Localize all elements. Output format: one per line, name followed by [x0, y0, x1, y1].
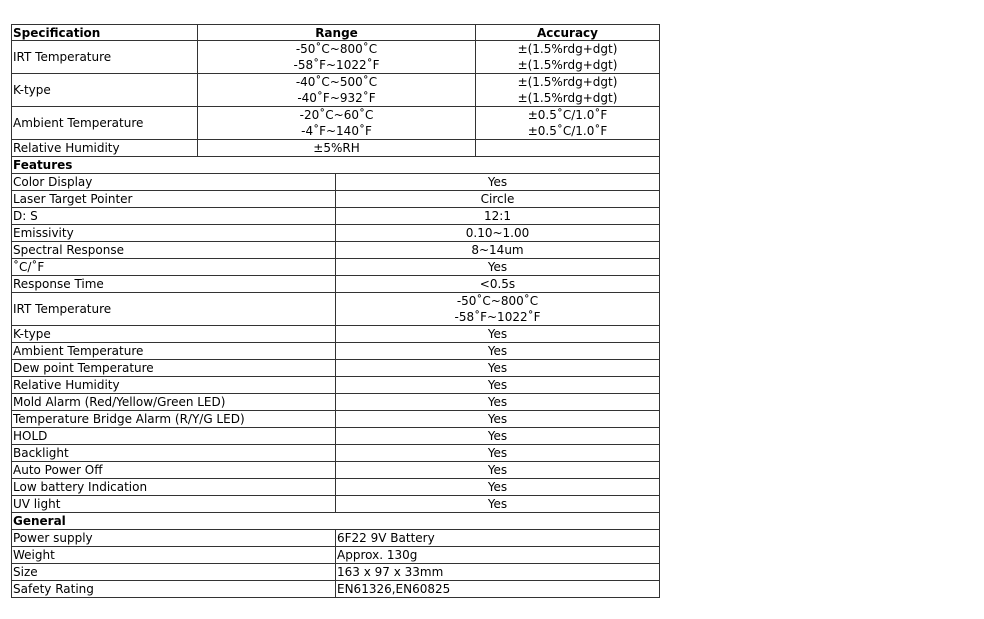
range-line: -20˚C~60˚C	[299, 108, 374, 122]
feature-value	[335, 496, 659, 512]
feature-name: Backlight	[13, 446, 69, 460]
feature-name: Dew point Temperature	[13, 361, 154, 375]
accuracy-column-header: Accuracy	[475, 25, 659, 40]
spec-range	[197, 74, 475, 106]
feature-row	[11, 377, 660, 394]
general-value: Approx. 130g	[335, 547, 659, 563]
feature-value	[335, 360, 659, 376]
feature-name: Spectral Response	[13, 243, 124, 257]
feature-row	[11, 343, 660, 360]
spec-name: K-type	[13, 83, 51, 97]
feature-value-line: -50˚C~800˚C	[456, 294, 539, 308]
feature-value	[335, 174, 659, 190]
feature-name: Laser Target Pointer	[13, 192, 133, 206]
feature-value	[335, 377, 659, 393]
general-name: Power supply	[13, 531, 93, 545]
feature-value-line: Yes	[487, 446, 508, 460]
feature-name: Temperature Bridge Alarm (R/Y/G LED)	[13, 412, 245, 426]
spec-accuracy	[475, 74, 659, 106]
feature-value	[335, 293, 659, 325]
range-line: -4˚F~140˚F	[301, 124, 372, 138]
general-value: 163 x 97 x 33mm	[335, 564, 659, 580]
feature-row	[11, 174, 660, 191]
spec-name: IRT Temperature	[13, 50, 112, 64]
feature-value-line: Yes	[487, 361, 508, 375]
feature-row	[11, 462, 660, 479]
spec-row	[11, 140, 660, 157]
feature-value-line: 12:1	[484, 209, 511, 223]
spec-range	[197, 41, 475, 73]
feature-value	[335, 445, 659, 461]
feature-row	[11, 326, 660, 343]
feature-value-line: Circle	[480, 192, 515, 206]
features-section-title: Features	[13, 158, 73, 172]
spec-header-row	[11, 24, 660, 41]
general-name: Weight	[13, 548, 55, 562]
feature-name: Color Display	[13, 175, 93, 189]
feature-value	[335, 394, 659, 410]
feature-name: Ambient Temperature	[13, 344, 144, 358]
range-column-header: Range	[197, 25, 475, 40]
feature-row	[11, 293, 660, 326]
feature-row	[11, 479, 660, 496]
feature-value-line: Yes	[487, 480, 508, 494]
feature-row	[11, 360, 660, 377]
spec-row	[11, 74, 660, 107]
feature-value	[335, 259, 659, 275]
feature-rows	[11, 174, 660, 513]
general-name: Safety Rating	[13, 582, 94, 596]
general-row	[11, 581, 660, 598]
feature-value-line: Yes	[487, 463, 508, 477]
spec-accuracy	[475, 107, 659, 139]
feature-value-line: Yes	[487, 412, 508, 426]
spec-range	[197, 140, 475, 156]
accuracy-line: ±(1.5%rdg+dgt)	[517, 58, 618, 72]
spec-sheet-table	[11, 24, 660, 598]
general-section-row	[11, 513, 660, 530]
feature-row	[11, 276, 660, 293]
feature-row	[11, 259, 660, 276]
general-row	[11, 547, 660, 564]
feature-value	[335, 411, 659, 427]
feature-value-line: <0.5s	[479, 277, 516, 291]
accuracy-line: ±0.5˚C/1.0˚F	[527, 124, 608, 138]
feature-value	[335, 343, 659, 359]
spec-rows	[11, 41, 660, 157]
spec-name: Ambient Temperature	[13, 116, 144, 130]
feature-name: Mold Alarm (Red/Yellow/Green LED)	[13, 395, 226, 409]
feature-value-line: Yes	[487, 497, 508, 511]
feature-value	[335, 191, 659, 207]
general-row	[11, 564, 660, 581]
feature-name: ˚C/˚F	[13, 260, 45, 274]
range-line: -40˚C~500˚C	[295, 75, 378, 89]
feature-name: UV light	[13, 497, 61, 511]
range-line: -58˚F~1022˚F	[293, 58, 380, 72]
feature-value-line: -58˚F~1022˚F	[454, 310, 541, 324]
spec-row	[11, 107, 660, 140]
feature-name: IRT Temperature	[13, 302, 112, 316]
general-rows	[11, 530, 660, 598]
feature-name: Low battery Indication	[13, 480, 148, 494]
spec-column-header: Specification	[13, 25, 101, 40]
feature-row	[11, 445, 660, 462]
accuracy-line: ±0.5˚C/1.0˚F	[527, 108, 608, 122]
feature-name: HOLD	[13, 429, 48, 443]
feature-value-line: Yes	[487, 327, 508, 341]
general-section-title: General	[13, 514, 66, 528]
general-row	[11, 530, 660, 547]
range-line: -50˚C~800˚C	[295, 42, 378, 56]
feature-name: Relative Humidity	[13, 378, 120, 392]
spec-range	[197, 107, 475, 139]
feature-row	[11, 191, 660, 208]
feature-value-line: Yes	[487, 395, 508, 409]
feature-value	[335, 276, 659, 292]
feature-value-line: 8~14um	[471, 243, 524, 257]
feature-value	[335, 242, 659, 258]
general-value: EN61326,EN60825	[335, 581, 659, 597]
feature-row	[11, 411, 660, 428]
feature-name: D: S	[13, 209, 38, 223]
feature-value	[335, 326, 659, 342]
accuracy-line: ±(1.5%rdg+dgt)	[517, 75, 618, 89]
general-value: 6F22 9V Battery	[335, 530, 659, 546]
feature-name: Emissivity	[13, 226, 74, 240]
feature-name: Auto Power Off	[13, 463, 103, 477]
features-section-row	[11, 157, 660, 174]
spec-row	[11, 41, 660, 74]
feature-value	[335, 462, 659, 478]
feature-value	[335, 208, 659, 224]
feature-row	[11, 242, 660, 259]
feature-value-line: Yes	[487, 429, 508, 443]
feature-value-line: 0.10~1.00	[465, 226, 530, 240]
range-line: ±5%RH	[313, 141, 360, 155]
general-name: Size	[13, 565, 38, 579]
feature-value-line: Yes	[487, 175, 508, 189]
feature-row	[11, 428, 660, 445]
feature-value	[335, 479, 659, 495]
feature-row	[11, 496, 660, 513]
feature-row	[11, 394, 660, 411]
feature-value	[335, 428, 659, 444]
range-line: -40˚F~932˚F	[297, 91, 376, 105]
feature-name: K-type	[13, 327, 51, 341]
feature-value	[335, 225, 659, 241]
accuracy-line: ±(1.5%rdg+dgt)	[517, 91, 618, 105]
accuracy-line: ±(1.5%rdg+dgt)	[517, 42, 618, 56]
spec-accuracy	[475, 140, 659, 156]
feature-row	[11, 208, 660, 225]
feature-value-line: Yes	[487, 344, 508, 358]
spec-name: Relative Humidity	[13, 141, 120, 155]
spec-accuracy	[475, 41, 659, 73]
feature-value-line: Yes	[487, 378, 508, 392]
feature-name: Response Time	[13, 277, 104, 291]
feature-row	[11, 225, 660, 242]
feature-value-line: Yes	[487, 260, 508, 274]
